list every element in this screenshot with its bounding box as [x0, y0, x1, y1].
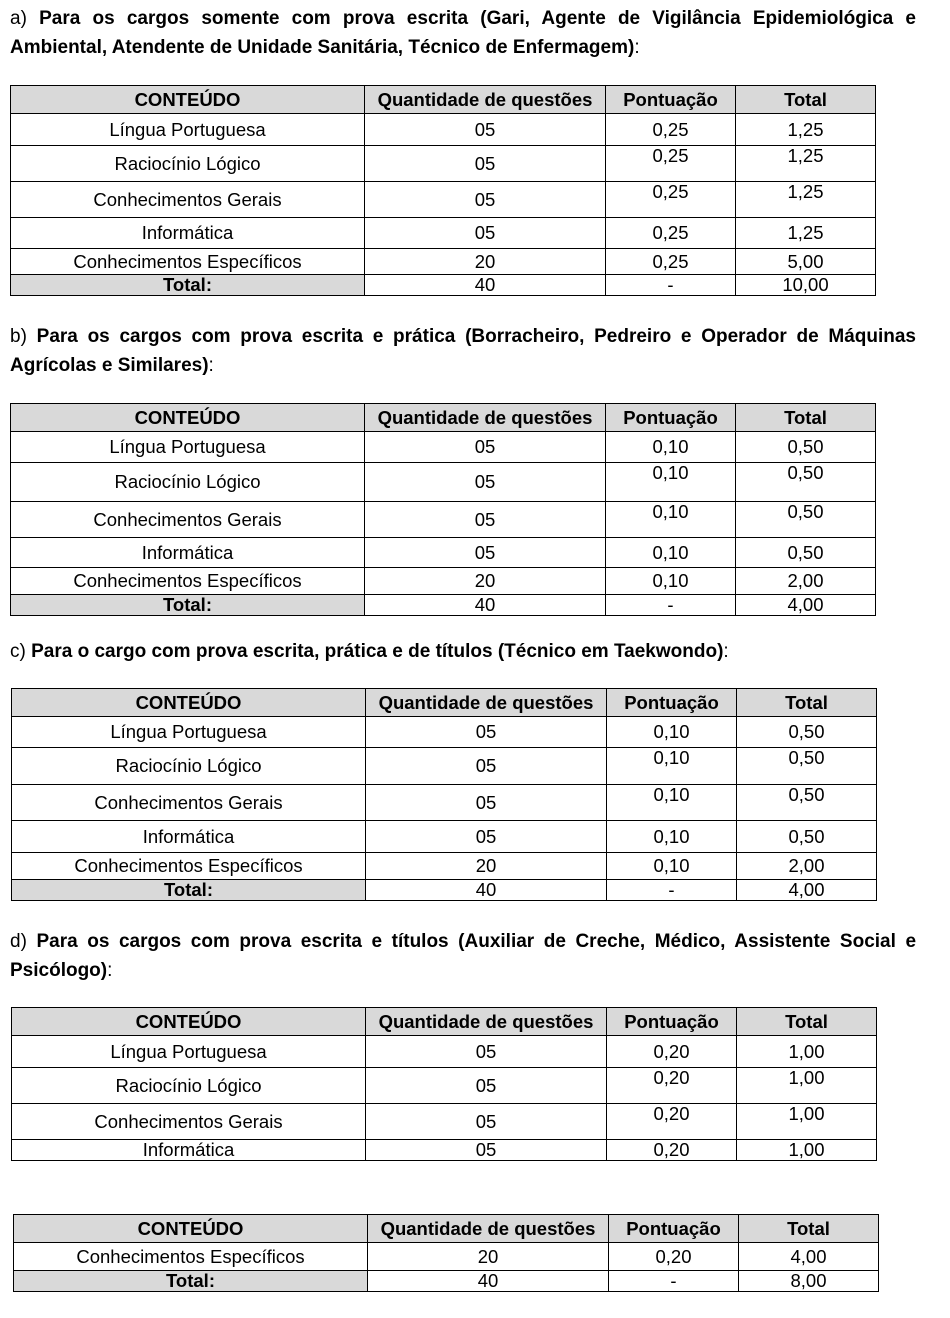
- column-header-quantidade: Quantidade de questões: [365, 86, 606, 114]
- cell-quantidade: 05: [365, 432, 606, 463]
- cell-total: 1,00: [737, 1140, 877, 1161]
- column-header-total: Total: [737, 689, 877, 717]
- cell-quantidade: 05: [365, 182, 606, 218]
- cell-conteudo: Língua Portuguesa: [11, 114, 365, 146]
- table-row: [12, 1068, 877, 1104]
- cell-total: 1,25: [736, 182, 876, 218]
- cell-conteudo: Conhecimentos Específicos: [11, 568, 365, 595]
- section-b-heading: [10, 322, 916, 380]
- table-row: [11, 218, 876, 249]
- section-colon: :: [723, 641, 729, 662]
- cell-pontuacao: 0,25: [606, 218, 736, 249]
- section-letter: a): [10, 8, 27, 29]
- cell-pontuacao: 0,10: [606, 432, 736, 463]
- table-row: [11, 568, 876, 595]
- cell-conteudo: Informática: [11, 538, 365, 568]
- section-colon: :: [208, 355, 214, 376]
- cell-quantidade: 05: [366, 821, 607, 853]
- cell-quantidade: 05: [365, 502, 606, 538]
- cell-quantidade: 05: [365, 114, 606, 146]
- column-header-total: Total: [736, 86, 876, 114]
- section-d-heading: [10, 927, 916, 985]
- section-colon: :: [634, 37, 640, 58]
- section-letter: d): [10, 931, 27, 952]
- section-colon: :: [107, 960, 113, 981]
- cell-conteudo: Conhecimentos Específicos: [14, 1243, 368, 1271]
- total-cell-total: 4,00: [736, 595, 876, 616]
- cell-total: 1,00: [737, 1104, 877, 1140]
- cell-pontuacao: 0,10: [607, 821, 737, 853]
- table-row: [11, 146, 876, 182]
- cell-total: 0,50: [737, 821, 877, 853]
- cell-total: 0,50: [737, 717, 877, 748]
- table-row: [12, 785, 877, 821]
- total-cell-quantidade: 40: [365, 595, 606, 616]
- section-a-heading: [10, 4, 916, 62]
- section-title: Para os cargos somente com prova escrita (Gari, Agente de Vigilância Epidemiológica e Ambiental, Atendente de Unidade Sanitária, Técnico de Enfermagem): [10, 8, 916, 58]
- cell-pontuacao: 0,10: [607, 853, 737, 880]
- column-header-total: Total: [737, 1008, 877, 1036]
- cell-total: 1,00: [737, 1036, 877, 1068]
- cell-total: 0,50: [737, 748, 877, 785]
- total-cell-pontuacao: -: [609, 1271, 739, 1292]
- cell-conteudo: Raciocínio Lógico: [12, 748, 366, 785]
- cell-pontuacao: 0,25: [606, 146, 736, 182]
- column-header-pontuacao: Pontuação: [606, 404, 736, 432]
- total-cell-total: 4,00: [737, 880, 877, 901]
- table-row: [12, 853, 877, 880]
- cell-conteudo: Informática: [11, 218, 365, 249]
- cell-pontuacao: 0,20: [607, 1036, 737, 1068]
- cell-total: 1,25: [736, 114, 876, 146]
- total-label: Total:: [11, 595, 365, 616]
- total-cell-pontuacao: -: [607, 880, 737, 901]
- cell-total: 2,00: [737, 853, 877, 880]
- table-row: [12, 748, 877, 785]
- table-row: [11, 463, 876, 502]
- cell-conteudo: Língua Portuguesa: [11, 432, 365, 463]
- cell-quantidade: 20: [368, 1243, 609, 1271]
- cell-total: 1,25: [736, 218, 876, 249]
- cell-total: 5,00: [736, 249, 876, 275]
- column-header-pontuacao: Pontuação: [607, 689, 737, 717]
- column-header-total: Total: [739, 1215, 879, 1243]
- cell-total: 2,00: [736, 568, 876, 595]
- cell-conteudo: Conhecimentos Específicos: [11, 249, 365, 275]
- cell-pontuacao: 0,10: [607, 717, 737, 748]
- section-letter: b): [10, 326, 27, 347]
- column-header-conteudo: CONTEÚDO: [12, 1008, 366, 1036]
- cell-pontuacao: 0,20: [609, 1243, 739, 1271]
- column-header-conteudo: CONTEÚDO: [14, 1215, 368, 1243]
- column-header-conteudo: CONTEÚDO: [11, 86, 365, 114]
- cell-pontuacao: 0,10: [606, 568, 736, 595]
- total-cell-quantidade: 40: [366, 880, 607, 901]
- total-label: Total:: [12, 880, 366, 901]
- section-letter: c): [10, 641, 26, 662]
- total-label: Total:: [11, 275, 365, 296]
- section-title: Para os cargos com prova escrita e títulos (Auxiliar de Creche, Médico, Assistente Social e Psicólogo): [10, 931, 917, 981]
- cell-pontuacao: 0,25: [606, 249, 736, 275]
- section-b-table: [10, 403, 876, 616]
- table-row: [11, 249, 876, 275]
- cell-quantidade: 05: [366, 785, 607, 821]
- table-total-row: [11, 595, 876, 616]
- column-header-conteudo: CONTEÚDO: [11, 404, 365, 432]
- section-title: Para os cargos com prova escrita e prática (Borracheiro, Pedreiro e Operador de Máquinas Agrícolas e Similares): [10, 326, 917, 376]
- cell-pontuacao: 0,20: [607, 1104, 737, 1140]
- column-header-quantidade: Quantidade de questões: [366, 689, 607, 717]
- cell-conteudo: Língua Portuguesa: [12, 1036, 366, 1068]
- cell-conteudo: Língua Portuguesa: [12, 717, 366, 748]
- table-row: [12, 1104, 877, 1140]
- cell-quantidade: 05: [366, 748, 607, 785]
- table-row: [11, 114, 876, 146]
- cell-quantidade: 05: [365, 538, 606, 568]
- cell-conteudo: Raciocínio Lógico: [11, 146, 365, 182]
- table-header-row: [12, 1008, 877, 1036]
- cell-quantidade: 05: [365, 218, 606, 249]
- total-cell-total: 10,00: [736, 275, 876, 296]
- total-cell-total: 8,00: [739, 1271, 879, 1292]
- cell-pontuacao: 0,20: [607, 1140, 737, 1161]
- table-header-row: [14, 1215, 879, 1243]
- table-row: [12, 717, 877, 748]
- total-cell-pontuacao: -: [606, 275, 736, 296]
- table-total-row: [12, 880, 877, 901]
- table-row: [11, 432, 876, 463]
- cell-quantidade: 05: [365, 146, 606, 182]
- cell-pontuacao: 0,10: [607, 785, 737, 821]
- cell-pontuacao: 0,10: [606, 538, 736, 568]
- cell-pontuacao: 0,10: [606, 502, 736, 538]
- cell-total: 1,00: [737, 1068, 877, 1104]
- cell-conteudo: Informática: [12, 821, 366, 853]
- total-cell-quantidade: 40: [365, 275, 606, 296]
- section-c-table: [11, 688, 877, 901]
- cell-total: 0,50: [736, 432, 876, 463]
- column-header-pontuacao: Pontuação: [606, 86, 736, 114]
- table-row: [14, 1243, 879, 1271]
- table-total-row: [11, 275, 876, 296]
- section-title: Para o cargo com prova escrita, prática e de títulos (Técnico em Taekwondo): [31, 641, 724, 662]
- continuation-table: [13, 1214, 879, 1292]
- section-a-table: [10, 85, 876, 296]
- cell-total: 0,50: [736, 538, 876, 568]
- table-row: [12, 1036, 877, 1068]
- cell-pontuacao: 0,25: [606, 114, 736, 146]
- cell-quantidade: 20: [365, 249, 606, 275]
- cell-conteudo: Conhecimentos Gerais: [12, 1104, 366, 1140]
- column-header-pontuacao: Pontuação: [609, 1215, 739, 1243]
- column-header-quantidade: Quantidade de questões: [365, 404, 606, 432]
- cell-quantidade: 05: [366, 1036, 607, 1068]
- cell-quantidade: 05: [366, 1140, 607, 1161]
- cell-total: 1,25: [736, 146, 876, 182]
- column-header-total: Total: [736, 404, 876, 432]
- table-row: [11, 502, 876, 538]
- cell-quantidade: 05: [365, 463, 606, 502]
- table-row: [12, 1140, 877, 1161]
- total-label: Total:: [14, 1271, 368, 1292]
- cell-conteudo: Raciocínio Lógico: [12, 1068, 366, 1104]
- table-row: [12, 821, 877, 853]
- cell-quantidade: 05: [366, 1104, 607, 1140]
- cell-total: 0,50: [737, 785, 877, 821]
- cell-conteudo: Raciocínio Lógico: [11, 463, 365, 502]
- column-header-pontuacao: Pontuação: [607, 1008, 737, 1036]
- section-d-table: [11, 1007, 877, 1161]
- table-header-row: [11, 86, 876, 114]
- column-header-quantidade: Quantidade de questões: [366, 1008, 607, 1036]
- cell-conteudo: Conhecimentos Gerais: [12, 785, 366, 821]
- cell-quantidade: 20: [366, 853, 607, 880]
- total-cell-quantidade: 40: [368, 1271, 609, 1292]
- cell-quantidade: 05: [366, 1068, 607, 1104]
- table-header-row: [12, 689, 877, 717]
- cell-conteudo: Informática: [12, 1140, 366, 1161]
- section-c-heading: [10, 637, 916, 666]
- cell-total: 0,50: [736, 463, 876, 502]
- table-total-row: [14, 1271, 879, 1292]
- table-row: [11, 182, 876, 218]
- column-header-quantidade: Quantidade de questões: [368, 1215, 609, 1243]
- cell-pontuacao: 0,25: [606, 182, 736, 218]
- cell-quantidade: 20: [365, 568, 606, 595]
- cell-quantidade: 05: [366, 717, 607, 748]
- table-header-row: [11, 404, 876, 432]
- cell-pontuacao: 0,10: [607, 748, 737, 785]
- cell-pontuacao: 0,20: [607, 1068, 737, 1104]
- cell-conteudo: Conhecimentos Gerais: [11, 182, 365, 218]
- table-row: [11, 538, 876, 568]
- cell-total: 0,50: [736, 502, 876, 538]
- cell-pontuacao: 0,10: [606, 463, 736, 502]
- cell-conteudo: Conhecimentos Específicos: [12, 853, 366, 880]
- cell-conteudo: Conhecimentos Gerais: [11, 502, 365, 538]
- column-header-conteudo: CONTEÚDO: [12, 689, 366, 717]
- total-cell-pontuacao: -: [606, 595, 736, 616]
- cell-total: 4,00: [739, 1243, 879, 1271]
